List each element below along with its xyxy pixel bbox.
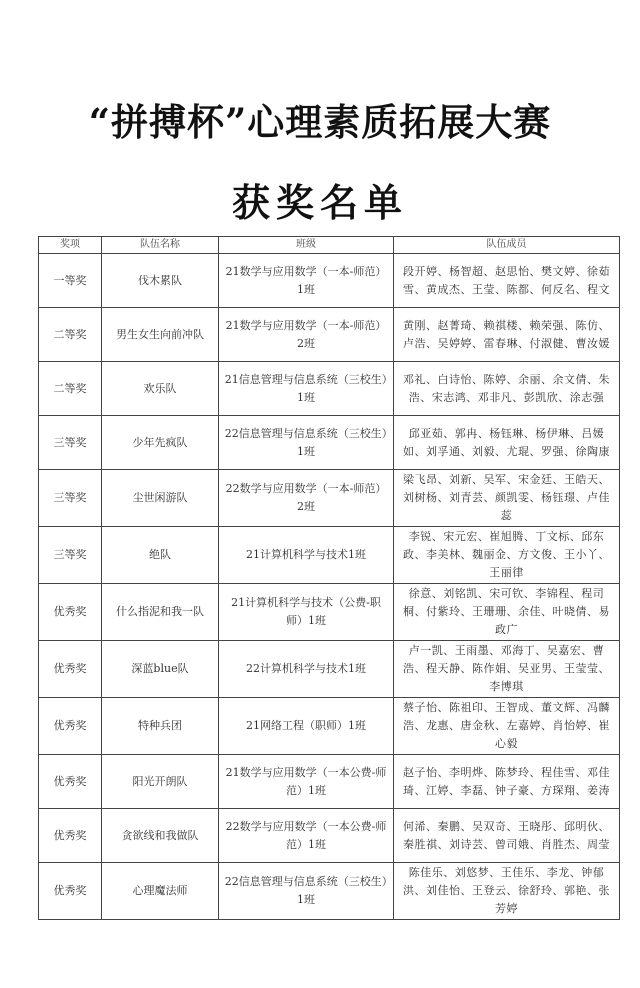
award-cell: 三等奖 bbox=[39, 527, 102, 584]
members-cell: 梁飞昂、刘新、吴军、宋金廷、王皓天、刘树杨、刘青芸、颜凯雯、杨钰璟、卢佳蕊 bbox=[394, 470, 620, 527]
team-name-cell: 特种兵团 bbox=[102, 698, 219, 755]
award-cell: 二等奖 bbox=[39, 308, 102, 362]
members-cell: 黄刚、赵菁琦、赖祺楼、赖荣强、陈仿、卢浩、吴婷婷、雷春琳、付淑健、曹汝媛 bbox=[394, 308, 620, 362]
header-team: 队伍名称 bbox=[102, 237, 219, 254]
table-row bbox=[39, 755, 620, 809]
table-row bbox=[39, 809, 620, 863]
award-cell: 三等奖 bbox=[39, 470, 102, 527]
members-cell: 蔡子怡、陈祖印、王智成、董文辉、冯麟浩、龙惠、唐金秋、左嘉婷、肖怡婷、崔心毅 bbox=[394, 698, 620, 755]
award-cell: 优秀奖 bbox=[39, 755, 102, 809]
team-name-cell: 绝队 bbox=[102, 527, 219, 584]
award-cell: 二等奖 bbox=[39, 362, 102, 416]
table-row bbox=[39, 698, 620, 755]
class-cell: 22数学与应用数学（一本公费-师范）1班 bbox=[219, 809, 394, 863]
document-title: “拼搏杯”心理素质拓展大赛 bbox=[88, 100, 552, 144]
class-cell: 21网络工程（职师）1班 bbox=[219, 698, 394, 755]
team-name-cell: 尘世闲游队 bbox=[102, 470, 219, 527]
class-cell: 21计算机科学与技术（公费-职师）1班 bbox=[219, 584, 394, 641]
team-name-cell: 什么指泥和我一队 bbox=[102, 584, 219, 641]
team-name-cell: 伐木累队 bbox=[102, 254, 219, 308]
team-name-cell: 深蓝blue队 bbox=[102, 641, 219, 698]
table-row bbox=[39, 362, 620, 416]
class-cell: 22数学与应用数学（一本-师范）2班 bbox=[219, 470, 394, 527]
members-cell: 邱亚茹、郭冉、杨钰琳、杨伊琳、吕媛如、刘孚通、刘毅、尤琨、罗强、徐陶康 bbox=[394, 416, 620, 470]
members-cell: 徐意、刘铭凯、宋可钦、李锦程、程司桐、付紫玲、王珊珊、余佳、叶晓倩、易政广 bbox=[394, 584, 620, 641]
team-name-cell: 少年先疯队 bbox=[102, 416, 219, 470]
class-cell: 22信息管理与信息系统（三校生）1班 bbox=[219, 863, 394, 920]
header-award: 奖项 bbox=[39, 237, 102, 254]
members-cell: 何浠、秦鹏、吴双奇、王晓彤、邱明伙、秦胜祺、刘诗芸、曾司娥、肖胜杰、周莹 bbox=[394, 809, 620, 863]
class-cell: 21数学与应用数学（一本-师范）1班 bbox=[219, 254, 394, 308]
team-name-cell: 欢乐队 bbox=[102, 362, 219, 416]
table-body bbox=[39, 254, 620, 920]
class-cell: 22信息管理与信息系统（三校生）1班 bbox=[219, 416, 394, 470]
table-row bbox=[39, 863, 620, 920]
award-cell: 优秀奖 bbox=[39, 641, 102, 698]
award-cell: 优秀奖 bbox=[39, 584, 102, 641]
award-cell: 优秀奖 bbox=[39, 863, 102, 920]
award-table bbox=[38, 236, 620, 920]
class-cell: 22计算机科学与技术1班 bbox=[219, 641, 394, 698]
class-cell: 21计算机科学与技术1班 bbox=[219, 527, 394, 584]
table-row bbox=[39, 470, 620, 527]
team-name-cell: 男生女生向前冲队 bbox=[102, 308, 219, 362]
table-row bbox=[39, 584, 620, 641]
award-cell: 一等奖 bbox=[39, 254, 102, 308]
header-members: 队伍成员 bbox=[394, 237, 620, 254]
team-name-cell: 阳光开朗队 bbox=[102, 755, 219, 809]
members-cell: 李锐、宋元宏、崔旭腾、丁文标、邱东政、李美林、魏丽金、方文俊、王小丫、王丽律 bbox=[394, 527, 620, 584]
table-row bbox=[39, 527, 620, 584]
members-cell: 邓礼、白诗怡、陈婷、余丽、余文倩、朱浩、宋志鸿、邓非凡、彭凯欣、涂志强 bbox=[394, 362, 620, 416]
class-cell: 21数学与应用数学（一本公费-师范）1班 bbox=[219, 755, 394, 809]
members-cell: 陈佳乐、刘悠梦、王佳乐、李龙、钟郁洪、刘佳怡、王登云、徐舒玲、郭艳、张芳婷 bbox=[394, 863, 620, 920]
table-row bbox=[39, 308, 620, 362]
team-name-cell: 贪欲线和我做队 bbox=[102, 809, 219, 863]
class-cell: 21数学与应用数学（一本-师范）2班 bbox=[219, 308, 394, 362]
table-row bbox=[39, 416, 620, 470]
members-cell: 段开婷、杨智超、赵思怡、樊文婷、徐茹雪、黄成杰、王莹、陈都、何反名、程文 bbox=[394, 254, 620, 308]
award-cell: 优秀奖 bbox=[39, 698, 102, 755]
document-subtitle: 获奖名单 bbox=[231, 180, 408, 225]
table-header-row bbox=[39, 237, 620, 254]
award-cell: 优秀奖 bbox=[39, 809, 102, 863]
team-name-cell: 心理魔法师 bbox=[102, 863, 219, 920]
award-cell: 三等奖 bbox=[39, 416, 102, 470]
table-row bbox=[39, 641, 620, 698]
class-cell: 21信息管理与信息系统（三校生）1班 bbox=[219, 362, 394, 416]
members-cell: 卢一凯、王雨墨、邓海丁、吴嘉宏、曹浩、程天静、陈作娟、吴亚男、王莹莹、李博琪 bbox=[394, 641, 620, 698]
table-row bbox=[39, 254, 620, 308]
members-cell: 赵子怡、李明烨、陈梦玲、程佳雪、邓佳琦、江婷、李磊、钟子豪、方琛翔、姜涛 bbox=[394, 755, 620, 809]
header-class: 班级 bbox=[219, 237, 394, 254]
